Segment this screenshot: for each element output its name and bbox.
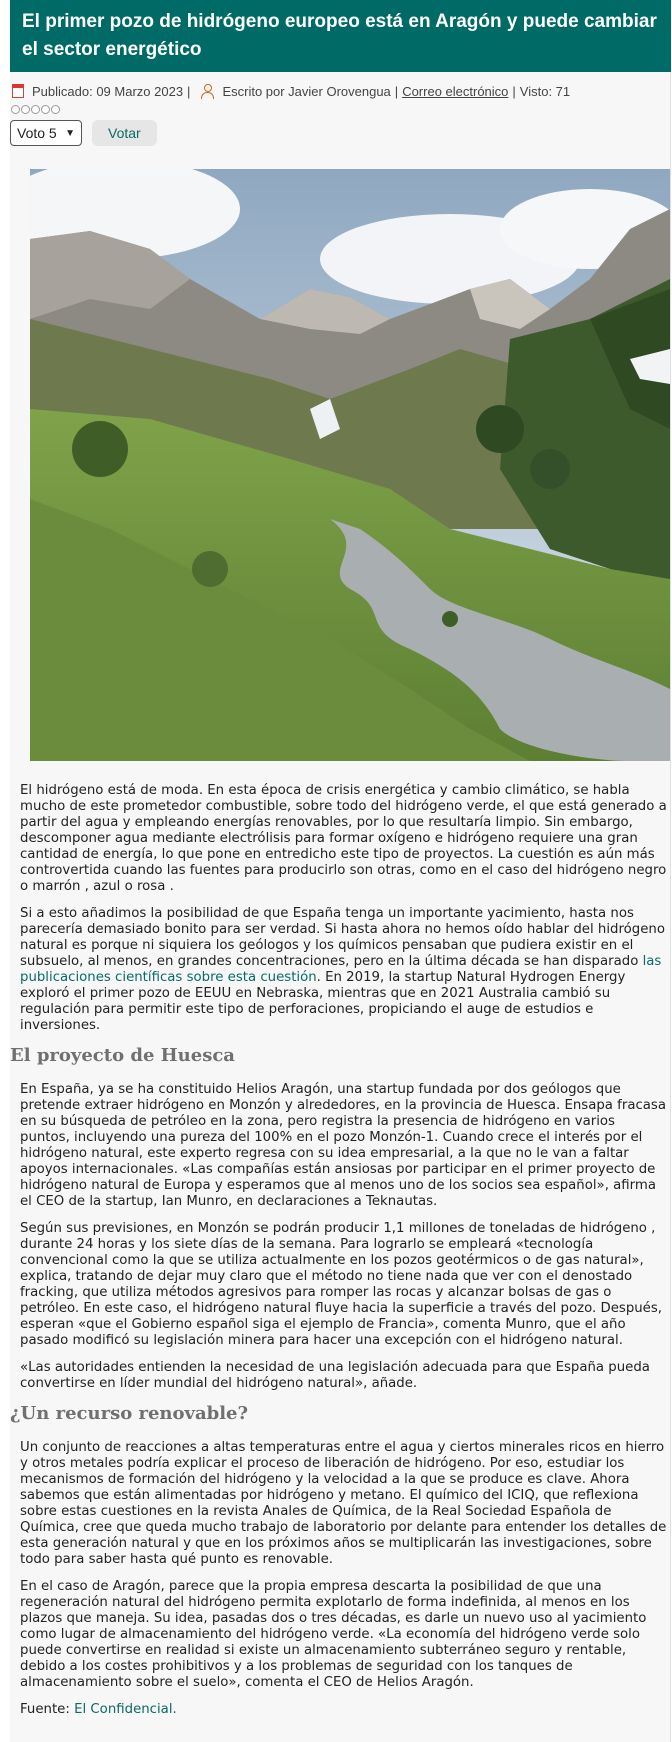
meta-separator: | — [187, 83, 191, 99]
star-icon — [21, 105, 30, 114]
rating-stars — [11, 105, 670, 114]
star-icon — [31, 105, 40, 114]
source-link[interactable]: El Confidencial. — [74, 1702, 177, 1717]
paragraph: «Las autoridades entienden la necesidad de una legislación adecuada para que España pueda convertirse en líder mundial del hidrógeno natural», añade. — [20, 1360, 650, 1391]
article-title: El primer pozo de hidrógeno europeo está en Aragón y puede cambiar el sector energético — [10, 0, 671, 72]
section-heading: ¿Un recurso renovable? — [10, 1403, 249, 1424]
paragraph: Según sus previsiones, en Monzón se podrán producir 1,1 millones de toneladas de hidrógeno , durante 24 horas y los siete días de la semana. Para lograrlo se empleará «tecnología convencional como la que se utiliza actualmente en los pozos geotérmicos o de gas natural», explica, tratando de dejar muy claro que el método no tiene nada que ver con el denostado fracking, que utiliza métodos agresivos para romper las rocas y alcanzar bolsas de gas o petróleo. En este caso, el hidrógeno natural fluye hacia la superficie a través del pozo. Después, esperan «que el Gobierno español siga el ejemplo de Francia», comenta Munro, que el año pasado modificó su legislación minera para hacer una excepción con el hidrógeno natural. — [20, 1221, 663, 1348]
paragraph-with-link — [20, 906, 670, 1034]
vote-button[interactable]: Votar — [92, 120, 157, 146]
meta-separator: | — [512, 83, 516, 99]
view-count: Visto: 71 — [519, 83, 571, 99]
section-heading: El proyecto de Huesca — [10, 1045, 235, 1066]
published-date: Publicado: 09 Marzo 2023 — [32, 83, 184, 99]
star-icon — [51, 105, 60, 114]
user-icon — [200, 84, 214, 99]
article-container — [10, 0, 671, 1742]
paragraph: En España, ya se ha constituido Helios Aragón, una startup fundada por dos geólogos que pretende extraer hidrógeno en Monzón y alrededores, en la provincia de Huesca. Ensapa fracasa en su búsqueda de petróleo en la zona, pero registra la presencia de hidrógeno en varios puntos, incluyendo una pureza del 100% en el pozo Monzón-1. Cuando crece el interés por el hidrógeno natural, este experto regresa con su idea empresarial, a la que no le van a faltar apoyos internacionales. «Las compañías están ansiosas por participar en el primer proyecto de hidrógeno natural de Europa y esperamos que al menos uno de los socios sea español», afirma el CEO de la startup, Ian Munro, en declaraciones a Teknautas. — [20, 1082, 667, 1209]
star-icon — [11, 105, 20, 114]
vote-select[interactable] — [10, 120, 82, 146]
meta-separator: | — [394, 83, 399, 99]
source-line — [20, 1702, 670, 1718]
paragraph-text: Si a esto añadimos la posibilidad de que España tenga un importante yacimiento, hasta nos parecería demasiado bonito para ser verdad. Si hasta ahora no hemos oído hablar del hidrógeno natural es porque ni siquiera los geólogos y los químicos pensaban que pudiera existir en el subsuelo, al menos, en grandes concentraciones, pero en la última década se han disparado — [20, 906, 665, 969]
mountain-landscape-illustration — [30, 169, 670, 761]
scientific-publications-link[interactable]: las publicaciones científicas sobre esta cuestión — [20, 954, 662, 985]
calendar-icon — [12, 84, 24, 98]
paragraph: El hidrógeno está de moda. En esta época de crisis energética y cambio climático, se habla mucho de este prometedor combustible, sobre todo del hidrógeno verde, el que está generado a partir del agua y empleando energías renovables, por lo que resultaría limpio. Sin embargo, descomponer agua mediante electrólisis para formar oxígeno e hidrógeno requiere una gran cantidad de energía, lo que pone en entredicho este tipo de proyectos. La cuestión es aún más controvertida cuando las fuentes para producirlo son otras, como en el caso del hidrógeno negro o marrón , azul o rosa . — [20, 783, 667, 894]
vote-form — [10, 119, 670, 147]
paragraph: Un conjunto de reacciones a altas temperaturas entre el agua y ciertos minerales ricos en hierro y otros metales podría explicar el proceso de liberación de hidrógeno. Por eso, estudiar los mecanismos de formación del hidrógeno y la velocidad a la que se produce es clave. Ahora sabemos que están alimentadas por hidrógeno y metano. El químico del ICIQ, que reflexiona sobre estas cuestiones en la revista Anales de Química, de la Real Sociedad Española de Química, cree que queda mucho trabajo de laboratorio por delante para entender los detalles de esta generación natural y que en los próximos años se multiplicarán las investigaciones, sobre todo para saber hasta qué punto es renovable. — [20, 1440, 667, 1567]
paragraph: En el caso de Aragón, parece que la propia empresa descarta la posibilidad de que una regeneración natural del hidrógeno permita explotarlo de forma indefinida, al menos en los plazos que maneja. Su idea, pasadas dos o tres décadas, es darle un nuevo uso al yacimiento como lugar de almacenamiento del hidrógeno verde. «La economía del hidrógeno verde solo puede convertirse en realidad si existe un almacenamiento subterráneo seguro y rentable, debido a los costes prohibitivos y a los problemas de seguridad con los tanques de almacenamiento sobre el suelo», comenta el CEO de Helios Aragón. — [20, 1579, 647, 1690]
chevron-down-icon: ▼ — [65, 127, 75, 139]
vote-select-value: Voto 5 — [17, 125, 57, 141]
hero-image — [30, 169, 670, 761]
author: Escrito por Javier Orovengua — [222, 83, 391, 99]
paragraph-text: . En 2019, la startup Natural Hydrogen Energy exploró el primer pozo de EEUU en Nebraska, mientras que en 2021 Australia cambió su regulación para permitir este tipo de perforaciones, propiciando el auge de estudios e inversiones. — [20, 970, 626, 1033]
article-body — [10, 761, 670, 1718]
article-meta — [10, 72, 670, 100]
source-label: Fuente: — [20, 1702, 70, 1717]
star-icon — [41, 105, 50, 114]
email-link[interactable]: Correo electrónico — [402, 83, 509, 99]
